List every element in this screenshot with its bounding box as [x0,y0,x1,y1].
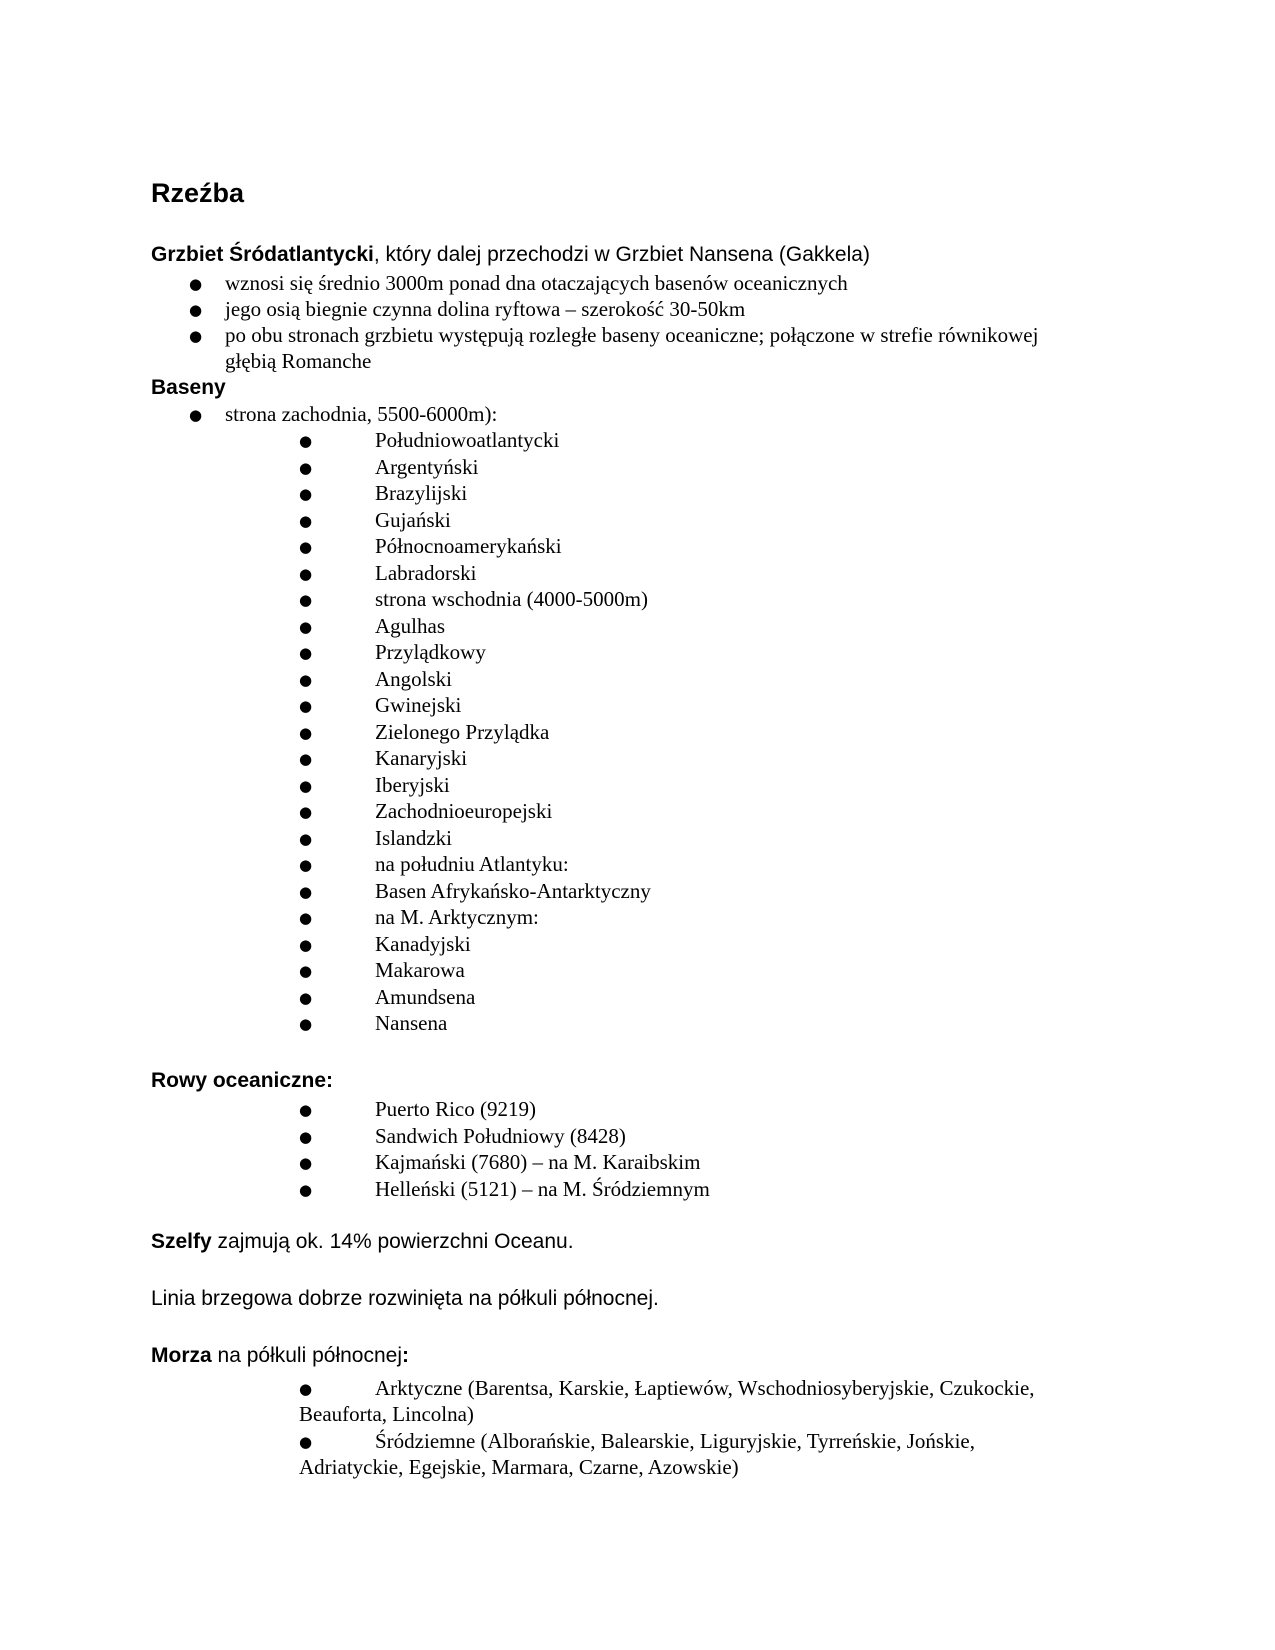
list-item: Gujański [375,507,451,532]
list-item: Nansena [375,1011,448,1035]
bullet-icon: ● [299,617,313,636]
bullet-icon: ● [299,564,313,583]
bullet-icon: ● [299,1154,313,1172]
list-item: na południu Atlantyku: [375,852,569,876]
bullet-icon: ● [299,1101,313,1119]
list-item: Basen Afrykańsko-Antarktyczny [375,878,651,903]
bullet-icon: ● [299,538,313,556]
bullet-icon: ● [299,1180,313,1199]
seas-colon: : [402,1344,409,1367]
bullet-icon: ● [299,458,313,477]
bullet-icon: ● [299,856,313,874]
coast-paragraph: Linia brzegowa dobrze rozwinięta na półkuli północnej. [151,1287,659,1310]
list-item: Śródziemne (Alborańskie, Balearskie, Liguryjskie, Tyrreńskie, Jońskie, [375,1429,975,1453]
list-item: na M. Arktycznym: [375,905,539,929]
list-item: Południowoatlantycki [375,428,560,452]
bullet-icon: ● [189,275,203,293]
list-item: strona wschodnia (4000-5000m) [375,587,648,611]
list-item: jego osią biegnie czynna dolina ryftowa – szerokość 30-50km [225,297,746,321]
list-item: Zachodnioeuropejski [375,799,553,823]
list-item: wznosi się średnio 3000m ponad dna otaczających basenów oceanicznych [225,271,848,295]
list-item: strona zachodnia, 5500-6000m): [225,402,498,426]
shelves-rest: zajmują ok. 14% powierzchni Oceanu. [211,1230,574,1253]
bullet-icon: ● [299,962,313,980]
bullet-icon: ● [299,776,313,795]
bullet-icon: ● [299,511,313,530]
bullet-icon: ● [299,1433,313,1451]
list-item: Makarowa [375,958,465,982]
bullet-icon: ● [299,803,313,821]
ridge-heading-bold: Grzbiet Śródatlantycki [151,243,374,266]
bullet-icon: ● [299,1015,313,1033]
bullet-icon: ● [299,1380,313,1398]
list-item: Kanadyjski [375,931,471,956]
list-item: Kajmański (7680) – na M. Karaibskim [375,1150,701,1174]
list-item-continuation: Beauforta, Lincolna) [299,1402,474,1426]
list-item: Brazylijski [375,481,468,505]
bullet-icon: ● [299,988,313,1007]
bullet-icon: ● [299,882,313,901]
bullet-icon: ● [299,935,313,954]
list-item: Puerto Rico (9219) [375,1097,536,1121]
list-item: Przylądkowy [375,640,486,664]
seas-rest: na półkuli północnej [211,1344,402,1367]
bullet-icon: ● [299,829,313,848]
list-item: Islandzki [375,825,452,850]
bullet-icon: ● [299,1127,313,1146]
list-item: Arktyczne (Barentsa, Karskie, Łaptiewów, Wschodniosyberyjskie, Czukockie, [375,1376,1035,1400]
page-title: Rzeźba [151,178,245,208]
list-item: Argentyński [375,454,479,479]
list-item: po obu stronach grzbietu występują rozległe baseny oceaniczne; połączone w strefie równikowej [225,323,1039,347]
bullet-icon: ● [189,327,203,345]
list-item: Angolski [375,666,453,691]
list-item: Północnoamerykański [375,534,562,558]
bullet-icon: ● [299,670,313,689]
bullet-icon: ● [299,723,313,742]
trenches-heading: Rowy oceaniczne: [151,1069,334,1092]
list-item: Agulhas [375,613,445,638]
list-item: Helleński (5121) – na M. Śródziemnym [375,1176,710,1201]
seas-bold: Morza [151,1344,212,1367]
list-item-continuation: Adriatyckie, Egejskie, Marmara, Czarne, Azowskie) [299,1455,739,1479]
list-item: Kanaryjski [375,746,468,770]
ridge-heading [151,243,870,267]
ridge-heading-rest: , który dalej przechodzi w Grzbiet Nansena (Gakkela) [373,243,870,266]
bullet-icon: ● [299,485,313,503]
list-item: Zielonego Przylądka [375,719,550,744]
shelves-bold: Szelfy [151,1230,212,1253]
bullet-icon: ● [189,406,203,424]
list-item: Sandwich Południowy (8428) [375,1123,626,1148]
bullet-icon: ● [299,909,313,927]
bullet-icon: ● [299,750,313,768]
bullet-icon: ● [299,591,313,609]
list-item: Labradorski [375,560,477,585]
bullet-icon: ● [299,697,313,715]
list-item-continuation: głębią Romanche [225,349,372,373]
bullet-icon: ● [189,301,203,319]
list-item: Iberyjski [375,772,450,797]
bullet-icon: ● [299,432,313,450]
list-item: Amundsena [375,984,476,1009]
bullet-icon: ● [299,644,313,662]
basins-heading: Baseny [151,376,226,399]
list-item: Gwinejski [375,693,462,717]
shelves-paragraph [151,1230,574,1254]
seas-heading [151,1344,409,1368]
